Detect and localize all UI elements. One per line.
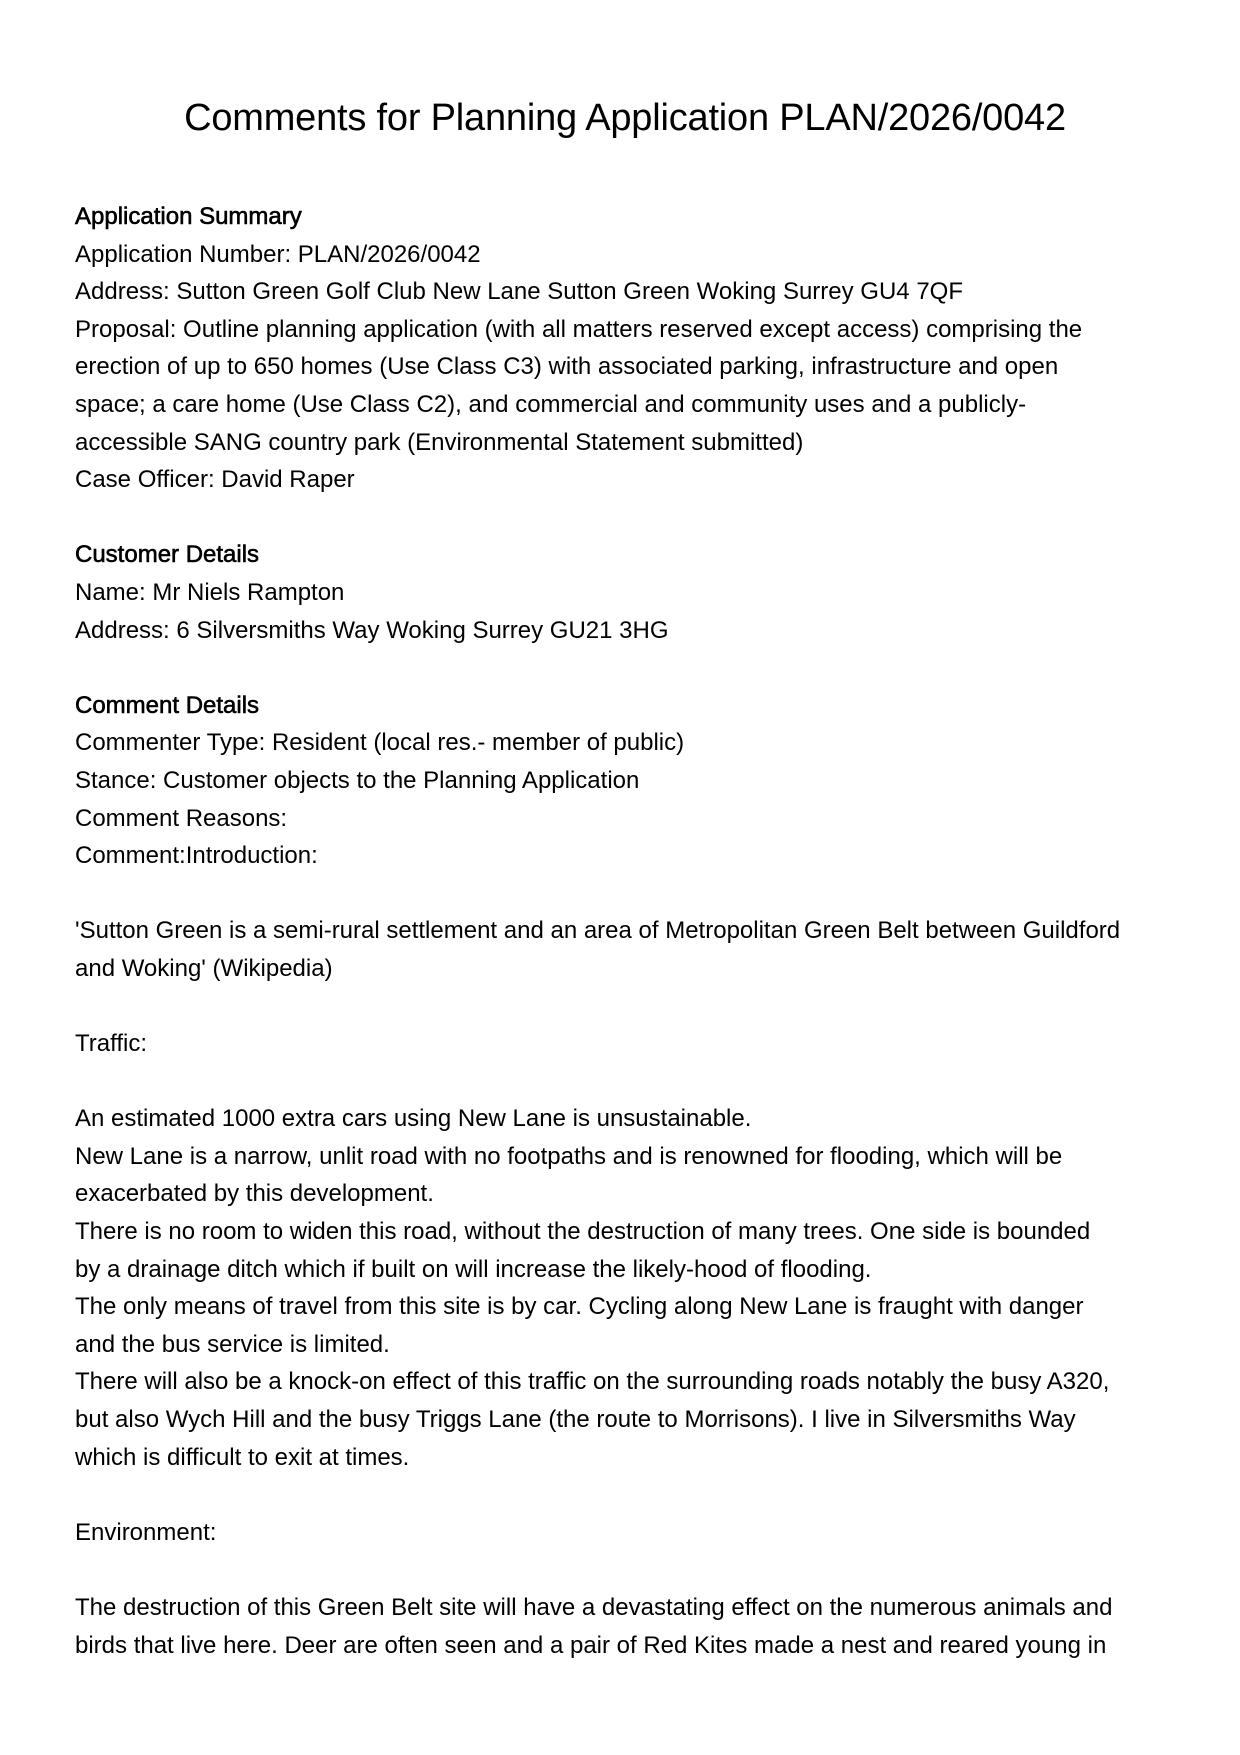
document-body xyxy=(75,198,1175,1664)
spacer xyxy=(75,875,1175,913)
application-address: Address: Sutton Green Golf Club New Lane Sutton Green Woking Surrey GU4 7QF xyxy=(75,278,963,306)
environment-heading: Environment: xyxy=(75,1518,217,1546)
comment-body xyxy=(75,912,1175,1664)
stance: Stance: Customer objects to the Planning Application xyxy=(75,766,640,794)
traffic-line: An estimated 1000 extra cars using New Lane is unsustainable. xyxy=(75,1105,752,1133)
customer-address: Address: 6 Silversmiths Way Woking Surrey GU21 3HG xyxy=(75,616,669,644)
comment-details-section xyxy=(75,687,1175,875)
application-summary-heading: Application Summary xyxy=(75,203,302,230)
spacer xyxy=(75,1063,1175,1101)
spacer xyxy=(75,649,1175,687)
traffic-heading: Traffic: xyxy=(75,1030,148,1058)
traffic-line: which is difficult to exit at times. xyxy=(75,1443,410,1471)
proposal-line: space; a care home (Use Class C2), and commercial and community uses and a publicly- xyxy=(75,390,1027,418)
traffic-line: and the bus service is limited. xyxy=(75,1330,390,1358)
case-officer: Case Officer: David Raper xyxy=(75,466,355,494)
comment-details-heading: Comment Details xyxy=(75,691,260,719)
traffic-line: but also Wych Hill and the busy Triggs Lane (the route to Morrisons). I live in Silversmiths Way xyxy=(75,1406,1076,1433)
proposal-line: erection of up to 650 homes (Use Class C3) with associated parking, infrastructure and open xyxy=(75,353,1059,381)
proposal-line: Proposal: Outline planning application (with all matters reserved except access) comprising the xyxy=(75,315,1083,343)
application-number: Application Number: PLAN/2026/0042 xyxy=(75,240,481,268)
page-title: Comments for Planning Application PLAN/2026/0042 xyxy=(184,97,1066,139)
traffic-line: by a drainage ditch which if built on will increase the likely-hood of flooding. xyxy=(75,1255,872,1283)
customer-details-section xyxy=(75,536,1175,649)
proposal-line: accessible SANG country park (Environmental Statement submitted) xyxy=(75,428,804,456)
environment-line: birds that live here. Deer are often seen and a pair of Red Kites made a nest and reared young in xyxy=(75,1631,1107,1659)
traffic-line: exacerbated by this development. xyxy=(75,1180,434,1208)
comment-intro: Comment:Introduction: xyxy=(75,842,318,870)
comment-reasons: Comment Reasons: xyxy=(75,804,288,832)
spacer xyxy=(75,1551,1175,1589)
spacer xyxy=(75,499,1175,537)
traffic-line: New Lane is a narrow, unlit road with no footpaths and is renowned for flooding, which will be xyxy=(75,1142,1063,1170)
environment-line: The destruction of this Green Belt site will have a devastating effect on the numerous animals and xyxy=(75,1593,1113,1621)
application-summary-section xyxy=(75,198,1175,499)
customer-name: Name: Mr Niels Rampton xyxy=(75,578,345,606)
traffic-line: There will also be a knock-on effect of this traffic on the surrounding roads notably the busy A320, xyxy=(75,1368,1110,1396)
customer-details-heading: Customer Details xyxy=(75,541,260,569)
spacer xyxy=(75,987,1175,1025)
traffic-line: There is no room to widen this road, without the destruction of many trees. One side is bounded xyxy=(75,1218,1091,1246)
quote-line: 'Sutton Green is a semi-rural settlement and an area of Metropolitan Green Belt between Guildford xyxy=(75,917,1121,945)
spacer xyxy=(75,1476,1175,1514)
traffic-line: The only means of travel from this site is by car. Cycling along New Lane is fraught with danger xyxy=(75,1293,1084,1321)
quote-line: and Woking' (Wikipedia) xyxy=(75,954,333,982)
commenter-type: Commenter Type: Resident (local res.- member of public) xyxy=(75,729,685,757)
